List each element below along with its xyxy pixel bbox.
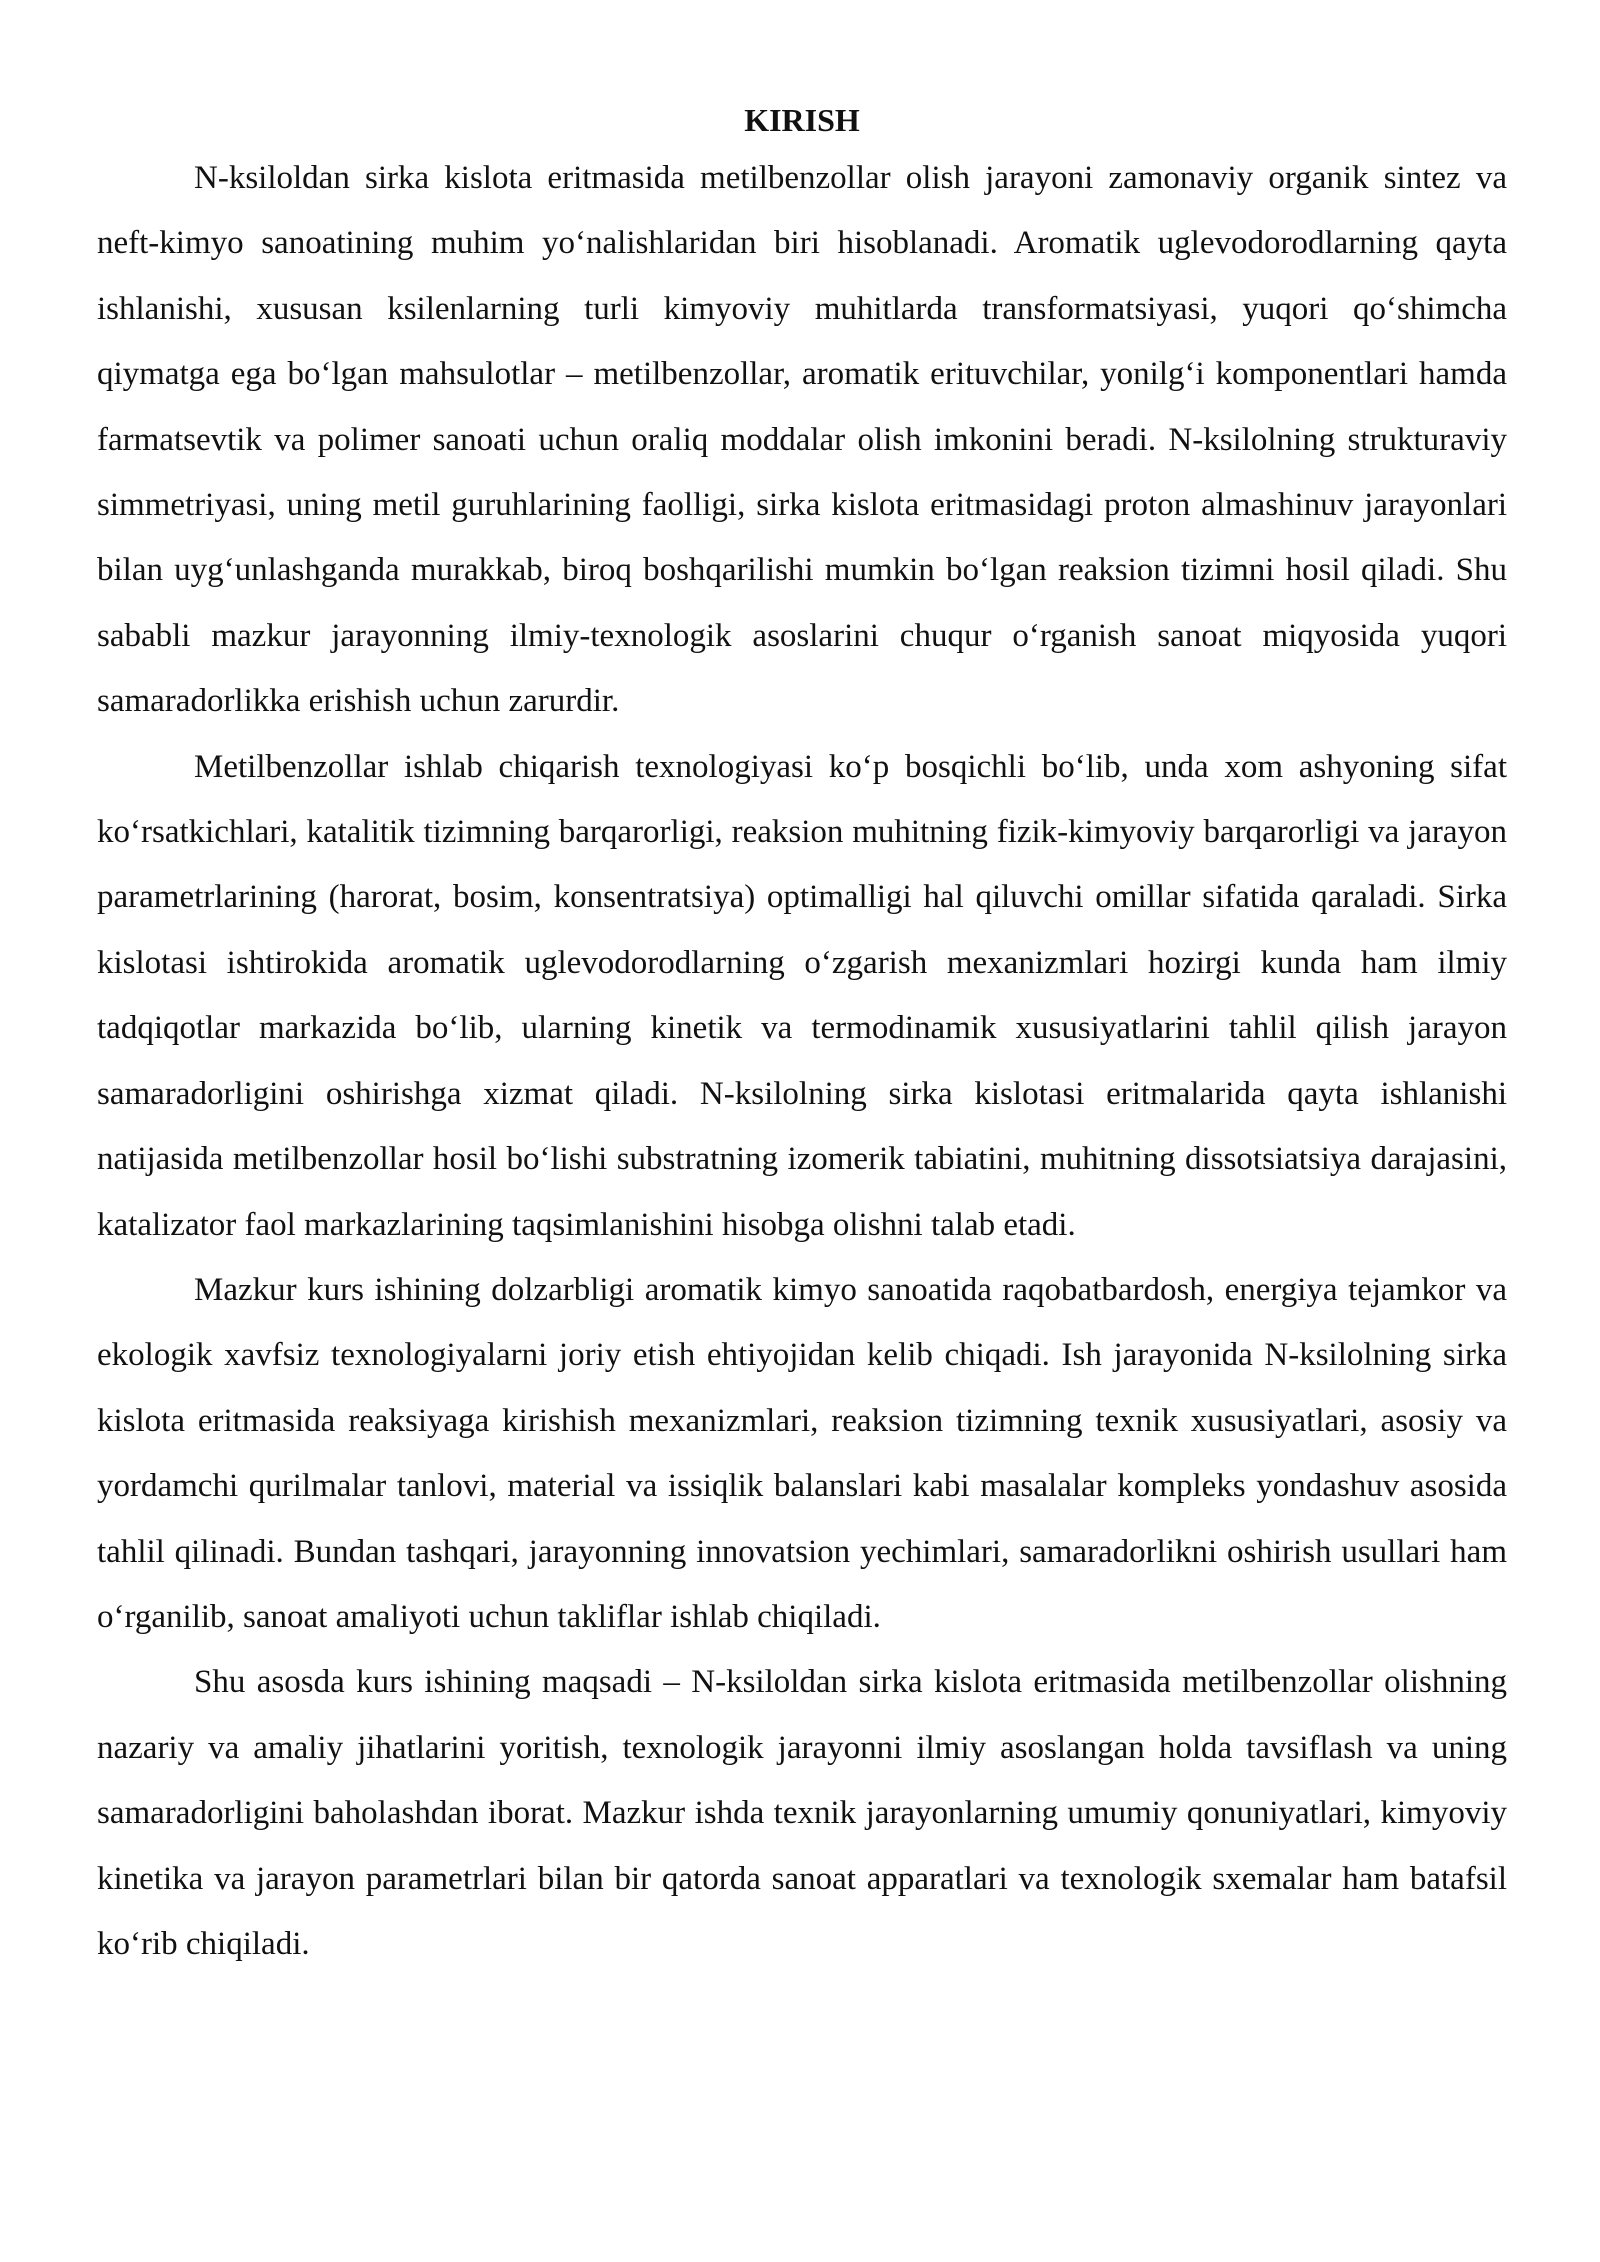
section-title: KIRISH (744, 102, 860, 138)
document-page (97, 96, 1507, 1977)
paragraph-3: Mazkur kurs ishining dolzarbligi aromatik kimyo sanoatida raqobatbardosh, energiya tejamkor va ekologik xavfsiz texnologiyalarni joriy etish ehtiyojidan kelib chiqadi. Ish jarayonida N-ksilolning sirka kislota eritmasida reaksiyaga kirishish mexanizmlari, reaksion tizimning texnik xususiyatlari, asosiy va yordamchi qurilmalar tanlovi, material va issiqlik balanslari kabi masalalar kompleks yondashuv asosida tahlil qilinadi. Bundan tashqari, jarayonning innovatsion yechimlari, samaradorlikni oshirish usullari ham o‘rganilib, sanoat amaliyoti uchun takliflar ishlab chiqiladi. (97, 1271, 1507, 1635)
paragraph-2: Metilbenzollar ishlab chiqarish texnologiyasi ko‘p bosqichli bo‘lib, unda xom ashyoning sifat ko‘rsatkichlari, katalitik tizimning barqarorligi, reaksion muhitning fizik-kimyoviy barqarorligi va jarayon parametrlarining (harorat, bosim, konsentratsiya) optimalligi hal qiluvchi omillar sifatida qaraladi. Sirka kislotasi ishtirokida aromatik uglevodorodlarning o‘zgarish mexanizmlari hozirgi kunda ham ilmiy tadqiqotlar markazida bo‘lib, ularning kinetik va termodinamik xususiyatlarini tahlil qilish jarayon samaradorligini oshirishga xizmat qiladi. N-ksilolning sirka kislotasi eritmalarida qayta ishlanishi natijasida metilbenzollar hosil bo‘lishi substratning izomerik tabiatini, muhitning dissotsiatsiya darajasini, katalizator faol markazlarining taqsimlanishini hisobga olishni talab etadi. (97, 748, 1507, 1243)
paragraph-4: Shu asosda kurs ishining maqsadi – N-ksiloldan sirka kislota eritmasida metilbenzollar olishning nazariy va amaliy jihatlarini yoritish, texnologik jarayonni ilmiy asoslangan holda tavsiflash va uning samaradorligini baholashdan iborat. Mazkur ishda texnik jarayonlarning umumiy qonuniyatlari, kimyoviy kinetika va jarayon parametrlari bilan bir qatorda sanoat apparatlari va texnologik sxemalar ham batafsil ko‘rib chiqiladi. (97, 1664, 1507, 1962)
paragraph-1: N-ksiloldan sirka kislota eritmasida metilbenzollar olish jarayoni zamonaviy organik sintez va neft-kimyo sanoatining muhim yo‘nalishlaridan biri hisoblanadi. Aromatik uglevodorodlarning qayta ishlanishi, xususan ksilenlarning turli kimyoviy muhitlarda transformatsiyasi, yuqori qo‘shimcha qiymatga ega bo‘lgan mahsulotlar – metilbenzollar, aromatik erituvchilar, yonilg‘i komponentlari hamda farmatsevtik va polimer sanoati uchun oraliq moddalar olish imkonini beradi. N-ksilolning strukturaviy simmetriyasi, uning metil guruhlarining faolligi, sirka kislota eritmasidagi proton almashinuv jarayonlari bilan uyg‘unlashganda murakkab, biroq boshqarilishi mumkin bo‘lgan reaksion tizimni hosil qiladi. Shu sababli mazkur jarayonning ilmiy-texnologik asoslarini chuqur o‘rganish sanoat miqyosida yuqori samaradorlikka erishish uchun zarurdir. (97, 160, 1507, 720)
